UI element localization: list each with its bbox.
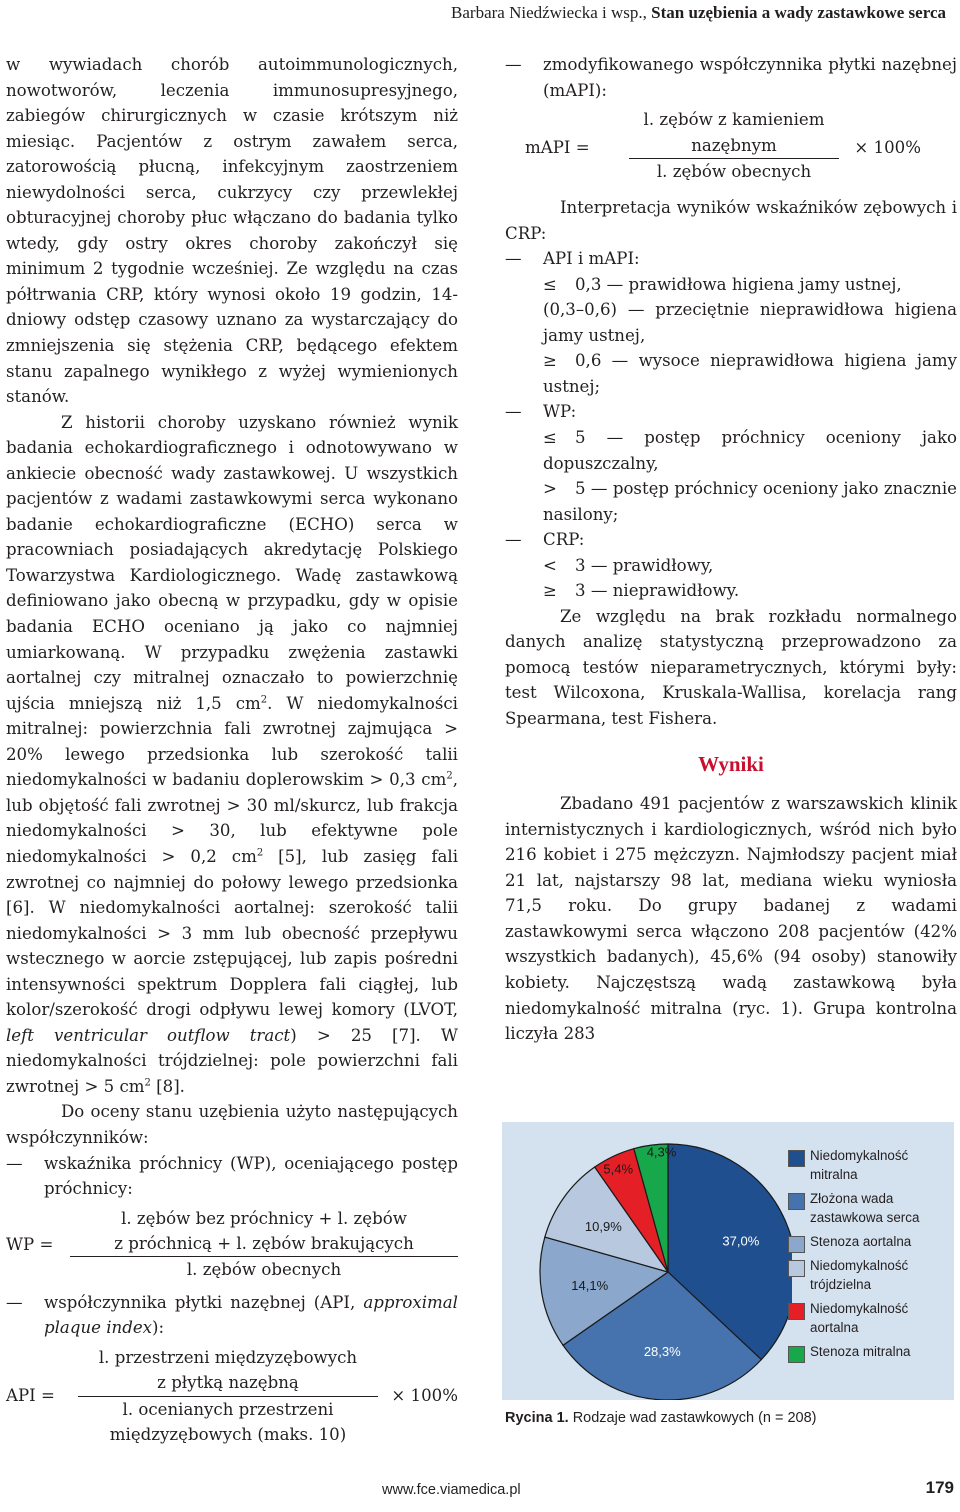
- running-header: [451, 3, 946, 23]
- mapi-formula-rhs: × 100%: [854, 138, 921, 158]
- paragraph-statistics: Ze względu na brak rozkładu normalnego danych analizę statystyczną przeprowadzono za pomocą testów nieparametrycznych, którymi były: test Wilcoxona, Kruskala-Wallisa, korelacja rang Spearmana, test Fishera.: [505, 606, 957, 729]
- legend-swatch: [788, 1150, 805, 1167]
- legend-label: Stenoza aortalna: [810, 1234, 912, 1249]
- wp-range-2: > 5 — postęp próchnicy oceniony jako znacznie nasilony;: [543, 479, 957, 524]
- crp-interpretation-heading: — CRP:: [505, 527, 957, 553]
- chart-legend: [788, 1146, 952, 1366]
- legend-item-stenoza-mitralna: [788, 1342, 952, 1361]
- api-definition: — współczynnika płytki nazębnej (API, approximal plaque index):: [6, 1290, 458, 1341]
- wp-numerator-line2: z próchnicą + l. zębów brakujących: [114, 1234, 414, 1254]
- wp-interpretation-heading: — WP:: [505, 399, 957, 425]
- api-formula-lhs: API =: [6, 1385, 55, 1405]
- mapi-definition: — zmodyfikowanego współczynnika płytki nazębnej (mAPI):: [505, 52, 957, 103]
- pie-label-niedomykalnosc-aortalna: 5,4%: [603, 1161, 634, 1177]
- legend-item-niedomykalnosc-aortalna: [788, 1299, 952, 1337]
- section-heading-results: Wyniki: [698, 751, 764, 776]
- api-range-3: ≥ 0,6 — wysoce nieprawidłowa higiena jamy ustnej;: [543, 351, 957, 396]
- wp-formula-lhs: WP =: [6, 1234, 54, 1254]
- mapi-numerator-line2: nazębnym: [691, 135, 777, 155]
- legend-swatch: [788, 1193, 805, 1210]
- paragraph-exclusion: w wywiadach chorób autoimmunologicznych, nowotworów, leczenia immunosupresyjnego, zabiegów chirurgicznych w czasie krótszym niż miesiąc. Pacjentów z ostrym zawałem serca, zatorowością płucną, infekcyjnym zaostrzeniem niewydolności serca, cukrzycy czy przewlekłej obturacyjnej choroby płuc włączano do badania tylko wtedy, gdy ostry okres choroby zakończył się minimum 2 tygodnie wcześniej. Ze względu na czas półtrwania CRP, który wynosi około 19 godzin, 14-dniowy odstęp czasowy uznano za wystarczający do zmniejszenia się stężenia CRP, będącego efektem stanu zapalnego wynikłego z wyżej wymienionych stanów.: [6, 55, 458, 407]
- legend-label: Niedomykalność aortalna: [810, 1301, 909, 1335]
- api-denominator-line1: l. ocenianych przestrzeni: [122, 1399, 334, 1419]
- api-formula: [6, 1345, 458, 1449]
- pie-label-stenoza-mitralna: 4,3%: [646, 1144, 677, 1160]
- mapi-formula-lhs: mAPI =: [525, 138, 590, 158]
- mapi-denominator: l. zębów obecnych: [656, 162, 812, 182]
- legend-item-zlozona-wada-zastawkowa-serca: [788, 1189, 952, 1227]
- right-column: [505, 52, 957, 1047]
- mapi-numerator-line1: l. zębów z kamieniem: [643, 110, 825, 130]
- page-number: 179: [925, 1478, 954, 1497]
- legend-item-niedomykalnosc-trojdzielna: [788, 1256, 952, 1294]
- caption-text: Rodzaje wad zastawkowych (n = 208): [572, 1410, 817, 1426]
- figure-caption: [505, 1410, 957, 1426]
- legend-label: Niedomykalność trójdzielna: [810, 1258, 909, 1292]
- api-formula-rhs: × 100%: [391, 1385, 458, 1405]
- legend-label: Złożona wada zastawkowa serca: [810, 1191, 920, 1225]
- header-authors: Barbara Niedźwiecka i wsp.,: [451, 3, 647, 22]
- footer-url: www.fce.viamedica.pl: [382, 1482, 521, 1498]
- legend-swatch: [788, 1303, 805, 1320]
- interpretation-intro: Interpretacja wyników wskaźników zębowych i CRP:: [505, 198, 957, 243]
- api-range-1: ≤ 0,3 — prawidłowa higiena jamy ustnej,: [543, 274, 902, 294]
- paragraph-results: Zbadano 491 pacjentów z warszawskich klinik internistycznych i kardiologicznych, wśród nich było 216 kobiet i 275 mężczyzn. Najmłodszy pacjent miał 21 lat, najstarszy 98 lat, mediana wieku wyniosła 71,5 roku. Do grupy badanej z wadami zastawkowymi serca włączono 208 pacjentów (42% wszystkich badanych), 45,6% (94 osoby) stanowiły kobiety. Najczęstszą wadą zastawkową była niedomykalność mitralna (ryc. 1). Grupa kontrolna liczyła 283: [505, 794, 957, 1044]
- paragraph-echo: Z historii choroby uzyskano również wynik badania echokardiograficznego i odnotowywano w ankiecie obecność wady zastawkowej. U wszystkich pacjentów z wadami zastawkowymi serca wykonano badanie echokardiograficzne (ECHO) serca w pracowniach posiadających akredytację Polskiego Towarzystwa Kardiologicznego. Wadę zastawkową definiowano jako obecną w przypadku, gdy w opisie badania ECHO oceniano ją jako co najmniej umiarkowaną. W przypadku zwężenia zastawki aortalnej czy mitralnej oznaczało to powierzchnię ujścia mniejszą niż 1,5 $cm^2$. W niedomykalności mitralnej: powierzchnia fali zwrotnej zajmująca > 20% lewego przedsionka lub szerokość talii niedomykalności w badaniu doplerowskim > 0,3 $cm^2$, lub objętość fali zwrotnej > 30 ml/skurcz, lub frakcja niedomykalności > 30, lub efektywne pole niedomykalności > 0,2 $cm^2$ [5], lub zasięg fali zwrotnej co najmniej do połowy lewego przedsionka [6]. W niedomykalności aortalnej: szerokość talii niedomykalności > 3 mm lub obecność przepływu wstecznego w aorcie zstępującej, lub zapis pośredni intensywności spektrum Dopplera fali ciągłej, lub kolor/szerokość drogi odpływu lewej komory (LVOT, left ventricular outflow tract) > 25 [7]. W niedomykalności trójdzielnej: pole powierzchni fali zwrotnej > 5 $cm^2$ [8].: [6, 412, 458, 1096]
- pie-chart: [502, 1122, 792, 1400]
- mapi-formula: [505, 107, 957, 189]
- pie-label-niedomykalnosc-trojdzielna: 10,9%: [584, 1218, 622, 1234]
- api-range-2: (0,3–0,6) — przeciętnie nieprawidłowa higiena jamy ustnej,: [543, 300, 957, 345]
- legend-label: Niedomykalność mitralna: [810, 1148, 909, 1182]
- wp-definition: — wskaźnika próchnicy (WP), oceniającego postęp próchnicy:: [6, 1151, 458, 1202]
- legend-swatch: [788, 1236, 805, 1253]
- paragraph-indices-intro: Do oceny stanu uzębienia użyto następujących współczynników:: [6, 1102, 458, 1147]
- wp-denominator: l. zębów obecnych: [186, 1259, 342, 1279]
- pie-label-niedomykalnosc-mitralna: 37,0%: [722, 1233, 760, 1249]
- left-column: [6, 52, 458, 1455]
- pie-label-zlozona-wada-zastawkowa-serca: 28,3%: [643, 1344, 681, 1360]
- figure-pie-chart: [502, 1122, 954, 1400]
- legend-swatch: [788, 1260, 805, 1277]
- legend-swatch: [788, 1346, 805, 1363]
- crp-range-2: ≥ 3 — nieprawidłowy.: [543, 581, 740, 601]
- legend-item-niedomykalnosc-mitralna: [788, 1146, 952, 1184]
- wp-range-1: ≤ 5 — postęp próchnicy oceniony jako dopuszczalny,: [543, 428, 957, 473]
- api-interpretation-heading: — API i mAPI:: [505, 246, 957, 272]
- legend-item-stenoza-aortalna: [788, 1232, 952, 1251]
- api-denominator-line2: międzyzębowych (maks. 10): [109, 1425, 347, 1445]
- pie-label-stenoza-aortalna: 14,1%: [571, 1278, 609, 1294]
- crp-range-1: < 3 — prawidłowy,: [543, 555, 714, 575]
- header-title: Stan uzębienia a wady zastawkowe serca: [651, 3, 946, 22]
- legend-label: Stenoza mitralna: [810, 1344, 911, 1359]
- caption-label: Rycina 1.: [505, 1410, 569, 1426]
- api-numerator-line1: l. przestrzeni międzyzębowych: [98, 1347, 358, 1367]
- wp-formula: [6, 1206, 458, 1284]
- wp-numerator-line1: l. zębów bez próchnicy + l. zębów: [121, 1208, 407, 1228]
- api-numerator-line2: z płytką nazębną: [157, 1373, 299, 1393]
